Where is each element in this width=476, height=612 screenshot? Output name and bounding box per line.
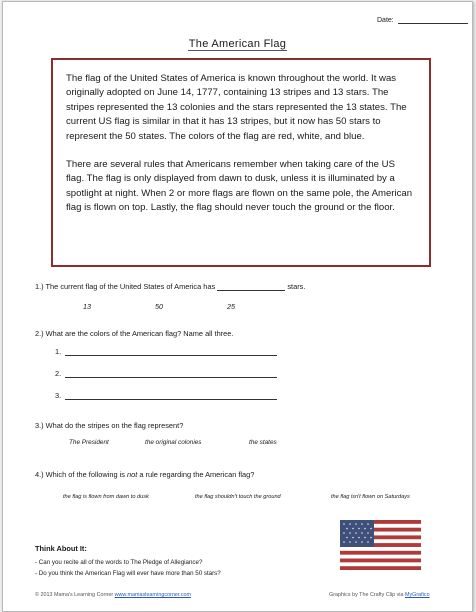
question-4-emphasis: not <box>127 470 138 479</box>
date-field <box>377 16 468 24</box>
question-4-text-post: a rule regarding the American flag? <box>137 470 255 479</box>
think-item: - Can you recite all of the words to The Pledge of Allegiance? <box>35 559 203 566</box>
question-1-suffix: stars. <box>287 282 306 291</box>
footer-credit <box>329 592 430 598</box>
q1-option[interactable]: 25 <box>227 302 235 311</box>
page-title-text: The American Flag <box>188 38 287 50</box>
think-about-it-title: Think About It: <box>35 544 87 553</box>
q2-answer-row <box>55 391 277 400</box>
question-3: 3.) What do the stripes on the flag represent? <box>35 421 184 430</box>
reading-passage <box>51 58 431 267</box>
question-4-text-pre: 4.) Which of the following is <box>35 470 128 479</box>
worksheet-page <box>2 1 473 612</box>
q4-option[interactable]: the flag shouldn't touch the ground <box>195 494 281 500</box>
q2-answer-number: 2. <box>55 369 62 378</box>
q2-answer-line[interactable] <box>65 347 277 356</box>
question-4 <box>35 470 254 479</box>
date-blank[interactable] <box>398 16 468 24</box>
q1-option[interactable]: 13 <box>83 302 91 311</box>
q4-option[interactable]: the flag isn't flown on Saturdays <box>331 494 410 500</box>
q3-option[interactable]: The President <box>69 439 109 446</box>
q2-answer-row <box>55 347 277 356</box>
footer-copyright <box>35 592 191 598</box>
question-1-text: 1.) The current flag of the United States of America has <box>35 282 216 291</box>
page-title <box>3 38 472 51</box>
think-item: - Do you think the American Flag will ever have more than 50 stars? <box>35 570 221 577</box>
q3-option[interactable]: the states <box>249 439 277 446</box>
q2-answer-row <box>55 369 277 378</box>
q3-option[interactable]: the original colonies <box>145 439 202 446</box>
q2-answer-line[interactable] <box>65 391 277 400</box>
q1-option[interactable]: 50 <box>155 302 163 311</box>
q2-answer-number: 1. <box>55 347 62 356</box>
date-label: Date: <box>377 17 394 24</box>
passage-paragraph-1: The flag of the United States of America is known throughout the world. It was originally adopted on June 14, 1777, containing 13 stripes and 13 stars. The stripes represented the 13 colonies and the stars represented the 13 states. The current US flag is similar in that it has 13 stripes, but it now has 50 stars to represent the 50 states. The colors of the flag are red, white, and blue. <box>66 73 407 142</box>
question-1 <box>35 282 305 291</box>
q2-answer-line[interactable] <box>65 369 277 378</box>
q4-option[interactable]: the flag is flown from dawn to dusk <box>63 494 149 500</box>
website-link[interactable]: www.mamaslearningcorner.com <box>114 592 192 598</box>
american-flag-image <box>340 520 421 570</box>
passage-paragraph-2: There are several rules that Americans remember when taking care of the US flag. The flag is only displayed from dawn to dusk, unless it is illuminated by a spotlight at night. When 2 or more flags are flown on the same pole, the American flag is flown on top. Lastly, the flag should never touch the ground or the floor. <box>66 159 413 214</box>
question-1-blank[interactable] <box>217 283 285 291</box>
copyright-text: © 2013 Mama's Learning Corner <box>35 592 115 598</box>
q2-answer-number: 3. <box>55 391 62 400</box>
question-2: 2.) What are the colors of the American flag? Name all three. <box>35 329 234 338</box>
credit-text: Graphics by The Crafty Clip via <box>329 592 405 598</box>
mygrafico-link[interactable]: MyGrafico <box>405 592 430 598</box>
